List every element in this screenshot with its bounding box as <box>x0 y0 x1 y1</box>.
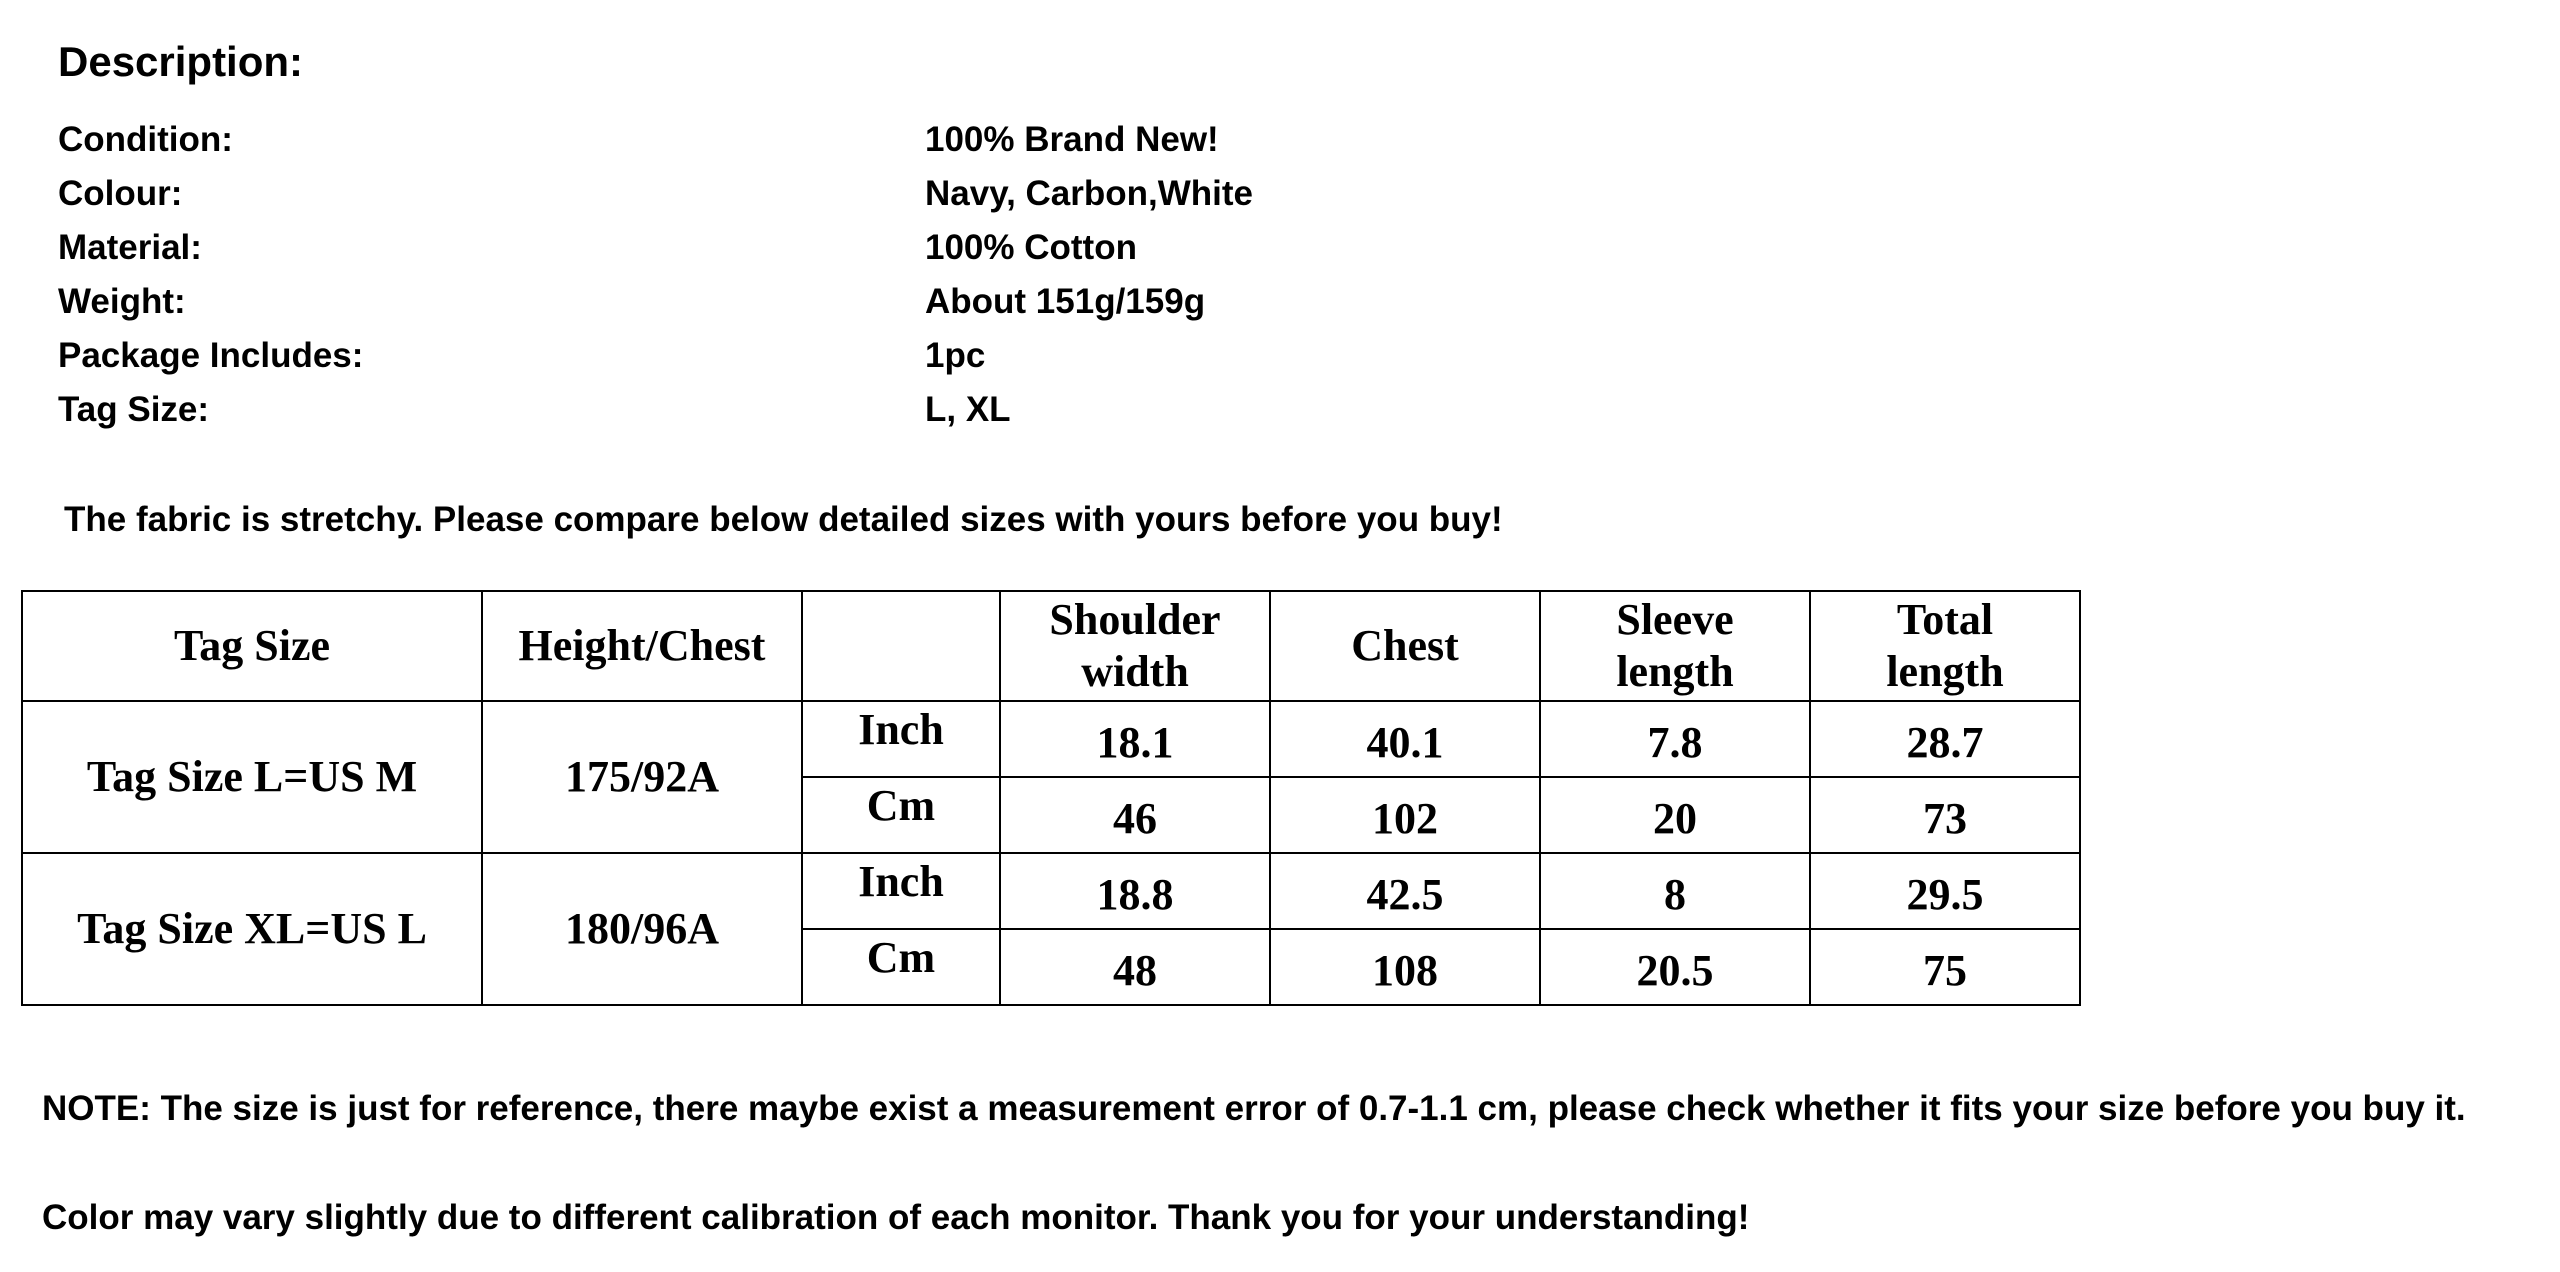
size-table <box>21 590 2081 1006</box>
spec-row-package-includes <box>58 329 1458 383</box>
spec-value: 100% Brand New! <box>925 120 1219 159</box>
shoulder-width-cell: 48 <box>1000 929 1270 1005</box>
sleeve-length-cell: 8 <box>1540 853 1810 929</box>
total-length-cell: 75 <box>1810 929 2080 1005</box>
shoulder-width-cell: 46 <box>1000 777 1270 853</box>
header-chest: Chest <box>1270 591 1540 701</box>
spec-label: Tag Size: <box>58 390 210 429</box>
spec-label: Weight: <box>58 282 186 321</box>
header-sleeve-length-line-2: length <box>1616 647 1734 696</box>
height-chest-cell: 175/92A <box>482 701 802 853</box>
header-tag-size: Tag Size <box>22 591 482 701</box>
spec-value: Navy, Carbon,White <box>925 174 1254 213</box>
stretch-note: The fabric is stretchy. Please compare below detailed sizes with yours before you buy! <box>64 500 1503 539</box>
total-length-cell: 73 <box>1810 777 2080 853</box>
sleeve-length-cell: 7.8 <box>1540 701 1810 777</box>
chest-cell: 108 <box>1270 929 1540 1005</box>
header-shoulder-width-line-1: Shoulder <box>1049 595 1221 644</box>
unit-cell: Cm <box>802 929 1000 1005</box>
header-total-length <box>1810 591 2080 701</box>
total-length-cell: 29.5 <box>1810 853 2080 929</box>
header-sleeve-length-line-1: Sleeve <box>1616 595 1734 644</box>
spec-value: L, XL <box>925 390 1011 429</box>
height-chest-cell: 180/96A <box>482 853 802 1005</box>
spec-row-weight <box>58 275 1458 329</box>
shoulder-width-cell: 18.8 <box>1000 853 1270 929</box>
header-shoulder-width <box>1000 591 1270 701</box>
unit-cell: Cm <box>802 777 1000 853</box>
spec-value: 100% Cotton <box>925 228 1137 267</box>
color-note: Color may vary slightly due to different calibration of each monitor. Thank you for your understanding! <box>42 1198 1750 1237</box>
spec-value: About 151g/159g <box>925 282 1206 321</box>
measurement-note: NOTE: The size is just for reference, there maybe exist a measurement error of 0.7-1.1 cm, please check whether it fits your size before you buy it. <box>42 1089 2466 1128</box>
table-row <box>22 701 2080 777</box>
total-length-cell: 28.7 <box>1810 701 2080 777</box>
spec-row-tag-size <box>58 383 1458 437</box>
header-total-length-line-2: length <box>1886 647 2004 696</box>
table-header-row <box>22 591 2080 701</box>
sleeve-length-cell: 20.5 <box>1540 929 1810 1005</box>
chest-cell: 42.5 <box>1270 853 1540 929</box>
tag-size-cell: Tag Size L=US M <box>22 701 482 853</box>
spec-value: 1pc <box>925 336 986 375</box>
spec-label: Material: <box>58 228 202 267</box>
chest-cell: 40.1 <box>1270 701 1540 777</box>
header-sleeve-length <box>1540 591 1810 701</box>
tag-size-cell: Tag Size XL=US L <box>22 853 482 1005</box>
header-total-length-line-1: Total <box>1896 595 1994 644</box>
table-row <box>22 853 2080 929</box>
spec-label: Colour: <box>58 174 183 213</box>
spec-label: Package Includes: <box>58 336 364 375</box>
spec-list <box>58 113 1458 437</box>
unit-cell: Inch <box>802 701 1000 777</box>
spec-row-colour <box>58 167 1458 221</box>
chest-cell: 102 <box>1270 777 1540 853</box>
header-shoulder-width-line-2: width <box>1081 647 1189 696</box>
header-unit <box>802 591 1000 701</box>
spec-row-condition <box>58 113 1458 167</box>
spec-label: Condition: <box>58 120 233 159</box>
spec-row-material <box>58 221 1458 275</box>
shoulder-width-cell: 18.1 <box>1000 701 1270 777</box>
unit-cell: Inch <box>802 853 1000 929</box>
header-height-chest: Height/Chest <box>482 591 802 701</box>
sleeve-length-cell: 20 <box>1540 777 1810 853</box>
description-title: Description: <box>58 38 304 85</box>
